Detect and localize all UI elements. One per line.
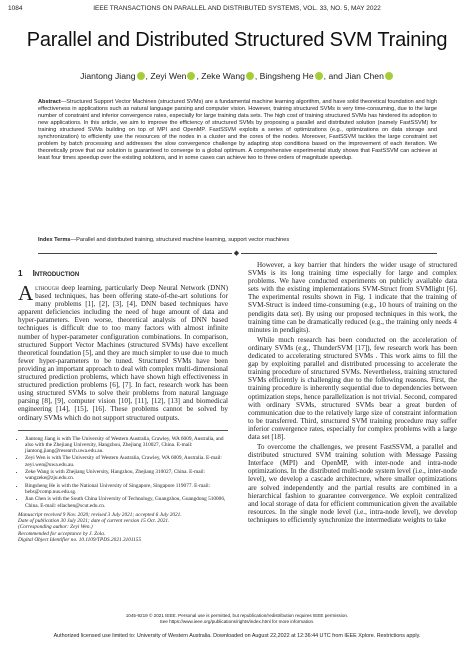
author-name: Zeyi Wen — [150, 71, 187, 81]
orcid-icon[interactable] — [187, 72, 195, 80]
manuscript-line: Digital Object Identifier no. 10.1109/TPDS.2021.3101155 — [18, 537, 142, 544]
manuscript-line: Manuscript received 9 Nov. 2020; revised 3 July 2021; accepted 6 July 2021. — [18, 511, 182, 518]
manuscript-line: Date of publication 30 July 2021; date of current version 15 Oct. 2021. — [18, 518, 170, 525]
footnote-rule — [18, 430, 228, 431]
orcid-icon[interactable] — [385, 72, 393, 80]
copyright-line: 1045-9219 © 2021 IEEE. Personal use is permitted, but republication/redistribution requires IEEE permission. — [125, 613, 349, 618]
footnote-item: • Zeyi Wen is with The University of Western Australia, Crawley, WA 6009, Australia. E-mail: zeyi.wen@uwa.edu.au. — [25, 455, 228, 468]
page-number: 1084 — [8, 5, 23, 12]
copyright-notice — [8, 613, 466, 624]
manuscript-line: Recommended for acceptance by J. Zola. — [18, 530, 106, 537]
author-name: Jiantong Jiang — [80, 71, 136, 81]
author-name: Zeke Wang — [201, 71, 245, 81]
footnote-item: • Zeke Wang is with Zhejiang University, Hangzhou, Zhejiang 310027, China. E-mail: wangzeke@zju.edu.cn. — [25, 469, 228, 482]
intro-text: deep learning, particularly Deep Neural Network (DNN) based techniques, has been offering state-of-the-art solutions for many problems [1], [2], [3], [4], DNN based techniques have apparent deficiencies including the need of huge amount of data and hyper-parameters. Even worse, theoretical analysis of DNN based techniques is difficult due to too many factors with almost infinite number of hyper-parameter configuration combinations. In comparison, structured Support Vector Machines (structured SVMs) have excellent theoretical foundation [5], and they are much simpler to use due to much fewer hyper-parameters to be tuned. Structured SVMs have been providing an important approach to deal with complex multi-dimensional structured prediction problems, which have shown high effectiveness in structured prediction problems [6], [7]. In fact, research work has been using structured SVMs to solve their problems from natural language parsing [8], [9], computer vision [10], [11], [12], [13] and biomedical engineering [14], [15], [16]. These problems cannot be solved by ordinary SVMs which do not support structured outputs. — [18, 284, 228, 422]
drop-cap: A — [18, 281, 34, 305]
orcid-icon[interactable] — [137, 72, 145, 80]
manuscript-line: (Corresponding author: Zeyi Wen.) — [18, 524, 93, 531]
section-number: 1 — [18, 269, 23, 278]
affiliation-footnotes — [18, 436, 228, 544]
body-paragraph: To overcome the challenges, we present FastSSVM, a parallel and distributed structured SVM training solution with Message Passing Interface (MPI) and OpenMP, with inter-node and intra-node optimizations. In the distributed multi-node system level (i.e., inter-node level), we develop a cascade architecture, where smaller optimizations are solved independently and the partial results are combined in a hierarchical fashion to guarantee convergence. We exploit centralized and local storage of data for efficient communication given the available resources. In the single node level (i.e., intra-node level), we develop techniques to efficiently synchronize the intermediate weights to take — [248, 443, 457, 524]
right-column — [248, 261, 457, 526]
author-name: Bingsheng He — [259, 71, 314, 81]
index-terms — [38, 237, 437, 243]
index-terms-text: —Parallel and distributed training, structured machine learning, support vector machines — [70, 237, 290, 243]
author-list: Jiantong Jiang , Zeyi Wen , Zeke Wang , Bingsheng He , and Jian Chen — [8, 71, 466, 81]
abstract — [38, 99, 437, 162]
section-heading — [18, 269, 228, 279]
copyright-line: See https://www.ieee.org/publications/rights/index.html for more information. — [159, 618, 315, 624]
body-paragraph: However, a key barrier that hinders the wider usage of structured SVMs is its long training time especially for large and complex problems. We have conducted experiments on publicly available data sets with the existing implementations SVM-Struct from SVMlight [6]. The experimental results shown in Fig. 1 indicate that the training of SVM-Struct is indeed time-consuming (e.g., 10 hours of training on the pendigits data set). By using our proposed techniques in this work, the training time can be dramatically reduced (e.g., the training only needs 4 minutes in pendigits). — [248, 261, 457, 334]
body-paragraph: While much research has been conducted on the acceleration of ordinary SVMs (e.g., ThunderSVM [17]), few research work has been dedicated to accelerating structured SVMs . This work aims to fill the gap by exploiting parallel and distributed processing to accelerate the training procedure of structured SVMs. Nevertheless, training structured SVMs efficiently is challenging due to the following reasons. First, the training procedure is inherently sequential due to dependencies between optimization steps, hence parallelization is not trivial. Second, compared with ordinary SVMs, structured SVMs bear a great burden of communication due to the relatively large size of constraint information to be transferred. Third, structured SVM training procedure may suffer inferior convergence rates, especially for complex problems with a large data set [18]. — [248, 335, 457, 441]
license-footer: Authorized licensed use limited to: University of Western Australia. Downloaded on August 22,2022 at 12:36:44 UTC from IEEE Xplore. Restrictions apply. — [53, 633, 421, 639]
footnote-item: • Bingsheng He is with the National University of Singapore, Singapore 119077. E-mail: hebs@comp.nus.edu.sg. — [25, 483, 228, 496]
footnote-item: • Jian Chen is with the South China University of Technology, Guangzhou, Guangdong 510006, China. E-mail: ellachen@scut.edu.cn. — [25, 496, 228, 509]
lead-word: lthough — [35, 284, 59, 292]
footnote-item: • Jiantong Jiang is with The University of Western Australia, Crawley, WA 6009, Australia, and also with the Zhejiang University, Hangzhou, Zhejiang 310027, China. E-mail: jiantong.jiang@research.uwa.edu.au. — [25, 436, 228, 455]
intro-paragraph — [18, 281, 228, 422]
abstract-label: Abstract — [38, 99, 61, 105]
running-header — [8, 5, 466, 15]
paper-title: Parallel and Distributed Structured SVM Training — [26, 29, 448, 51]
author-name: and Jian Chen — [328, 71, 384, 81]
index-terms-label: Index Terms — [38, 237, 71, 243]
abstract-text: —Structured Support Vector Machines (structured SVMs) are a fundamental machine learning algorithm, and have solid theoretical foundation and high effectiveness in applications such as natural language parsing and computer vision. However, training structured SVMs is very time-consuming, due to the large number of constraint and inferior convergence rates, especially for large training data sets. The high cost of training structured SVMs has hindered its adoption to new applications. In this article, we aim to improve the efficiency of structured SVMs by proposing a parallel and distributed solution (namely FastSSVM) for training structured SVMs building on top of MPI and OpenMP. FastSSVM exploits a series of optimizations (e.g., optimizations on data storage and synchronization) to efficiently use the resources of the nodes in a cluster and the cores of the nodes. Moreover, FastSSVM tackles the large constraint set problem by batch processing and addresses the slow convergence challenge by adapting stop conditions based on the improvement of each iteration. We theoretically prove that our solution is guaranteed to converge to a global optimum. A comprehensive experimental study shows that FastSSVM can achieve at least four times speedup over the existing solutions, and in some cases can achieve two to three orders of magnitude speedup. — [38, 99, 437, 162]
section-title: Introduction — [32, 269, 80, 278]
journal-name: IEEE TRANSACTIONS ON PARALLEL AND DISTRIBUTED SYSTEMS, VOL. 33, NO. 5, MAY 2022 — [93, 5, 381, 12]
left-column — [18, 261, 228, 543]
orcid-icon[interactable] — [246, 72, 254, 80]
orcid-icon[interactable] — [315, 72, 323, 80]
manuscript-info — [18, 512, 228, 543]
diamond-icon: ◆ — [233, 249, 240, 257]
